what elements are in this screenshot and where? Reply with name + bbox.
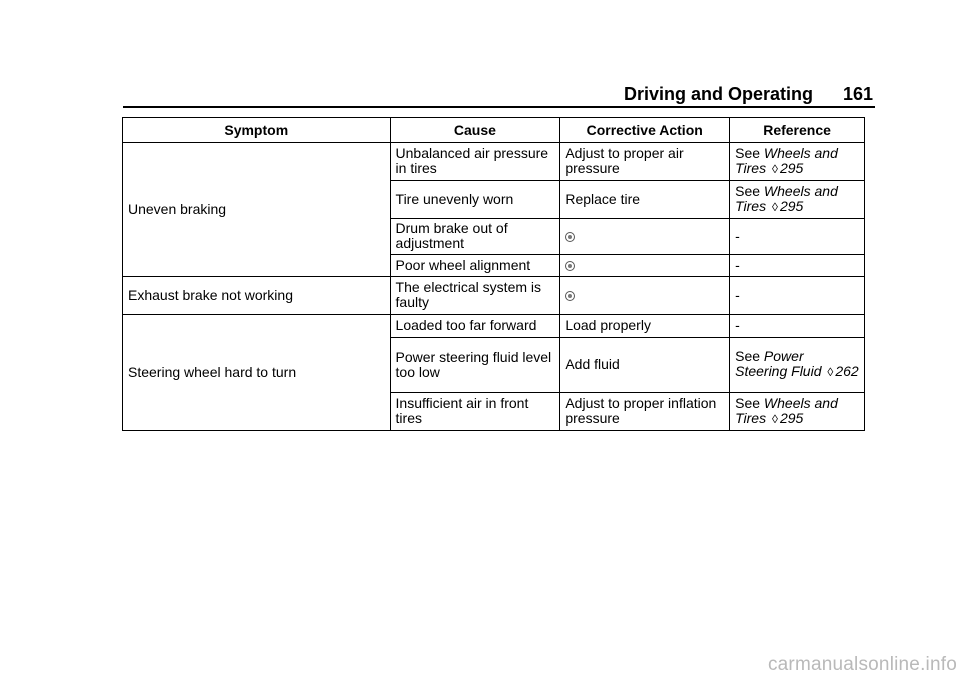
contact-dealer-icon	[565, 291, 575, 301]
symptom-cell: Exhaust brake not working	[123, 277, 391, 315]
reference-page[interactable]: 262	[835, 363, 859, 379]
page-reference-icon: ◊	[772, 411, 778, 426]
reference-page[interactable]: 295	[779, 197, 804, 214]
action-cell: Load properly	[560, 315, 730, 338]
troubleshooting-table	[122, 117, 865, 431]
reference-cell: See Power Steering Fluid ◊ 262	[730, 338, 865, 393]
reference-cell: See Wheels and Tires ◊ 295	[730, 181, 865, 219]
contact-dealer-icon	[565, 232, 575, 242]
page-reference-icon: ◊	[827, 365, 834, 379]
reference-cell: -	[730, 277, 865, 315]
reference-cell: See Wheels and Tires ◊ 295	[730, 393, 865, 431]
cause-cell: The electrical system is faulty	[390, 277, 560, 315]
page-header	[123, 82, 875, 108]
column-header-corrective-action: Corrective Action	[560, 118, 730, 143]
page-reference-icon: ◊	[772, 199, 778, 214]
cause-cell: Insufficient air in front tires	[390, 393, 560, 431]
reference-cell: See Wheels and Tires ◊ 295	[730, 143, 865, 181]
cause-cell: Unbalanced air pressure in tires	[390, 143, 560, 181]
action-cell: Adjust to proper air pressure	[560, 143, 730, 181]
action-cell: Add fluid	[560, 338, 730, 393]
action-cell	[560, 255, 730, 277]
reference-cell: -	[730, 219, 865, 255]
action-cell: Replace tire	[560, 181, 730, 219]
reference-link[interactable]: Wheels and Tires	[735, 144, 838, 176]
page-reference-icon: ◊	[772, 161, 778, 176]
reference-cell: -	[730, 315, 865, 338]
reference-page[interactable]: 295	[779, 159, 804, 176]
table-header-row	[123, 118, 865, 143]
column-header-reference: Reference	[730, 118, 865, 143]
column-header-cause: Cause	[390, 118, 560, 143]
cause-cell: Loaded too far forward	[390, 315, 560, 338]
symptom-cell: Uneven braking	[123, 143, 391, 277]
cause-cell: Power steering fluid level too low	[390, 338, 560, 393]
action-cell	[560, 219, 730, 255]
cause-cell: Tire unevenly worn	[390, 181, 560, 219]
table-row	[123, 277, 865, 315]
action-cell	[560, 277, 730, 315]
table-row	[123, 143, 865, 181]
reference-link[interactable]: Wheels and Tires	[735, 182, 838, 214]
symptom-cell: Steering wheel hard to turn	[123, 315, 391, 431]
page-number: 161	[842, 84, 873, 104]
action-cell: Adjust to proper inflation pressure	[560, 393, 730, 431]
reference-link[interactable]: Power Steering Fluid	[735, 348, 822, 379]
cause-cell: Drum brake out of adjustment	[390, 219, 560, 255]
cause-cell: Poor wheel alignment	[390, 255, 560, 277]
reference-cell: -	[730, 255, 865, 277]
column-header-symptom: Symptom	[123, 118, 391, 143]
reference-page[interactable]: 295	[779, 409, 804, 426]
watermark: carmanualsonline.info	[767, 654, 957, 675]
section-title: Driving and Operating	[623, 84, 813, 104]
contact-dealer-icon	[565, 261, 575, 271]
reference-link[interactable]: Wheels and Tires	[735, 394, 838, 426]
table-row	[123, 315, 865, 338]
